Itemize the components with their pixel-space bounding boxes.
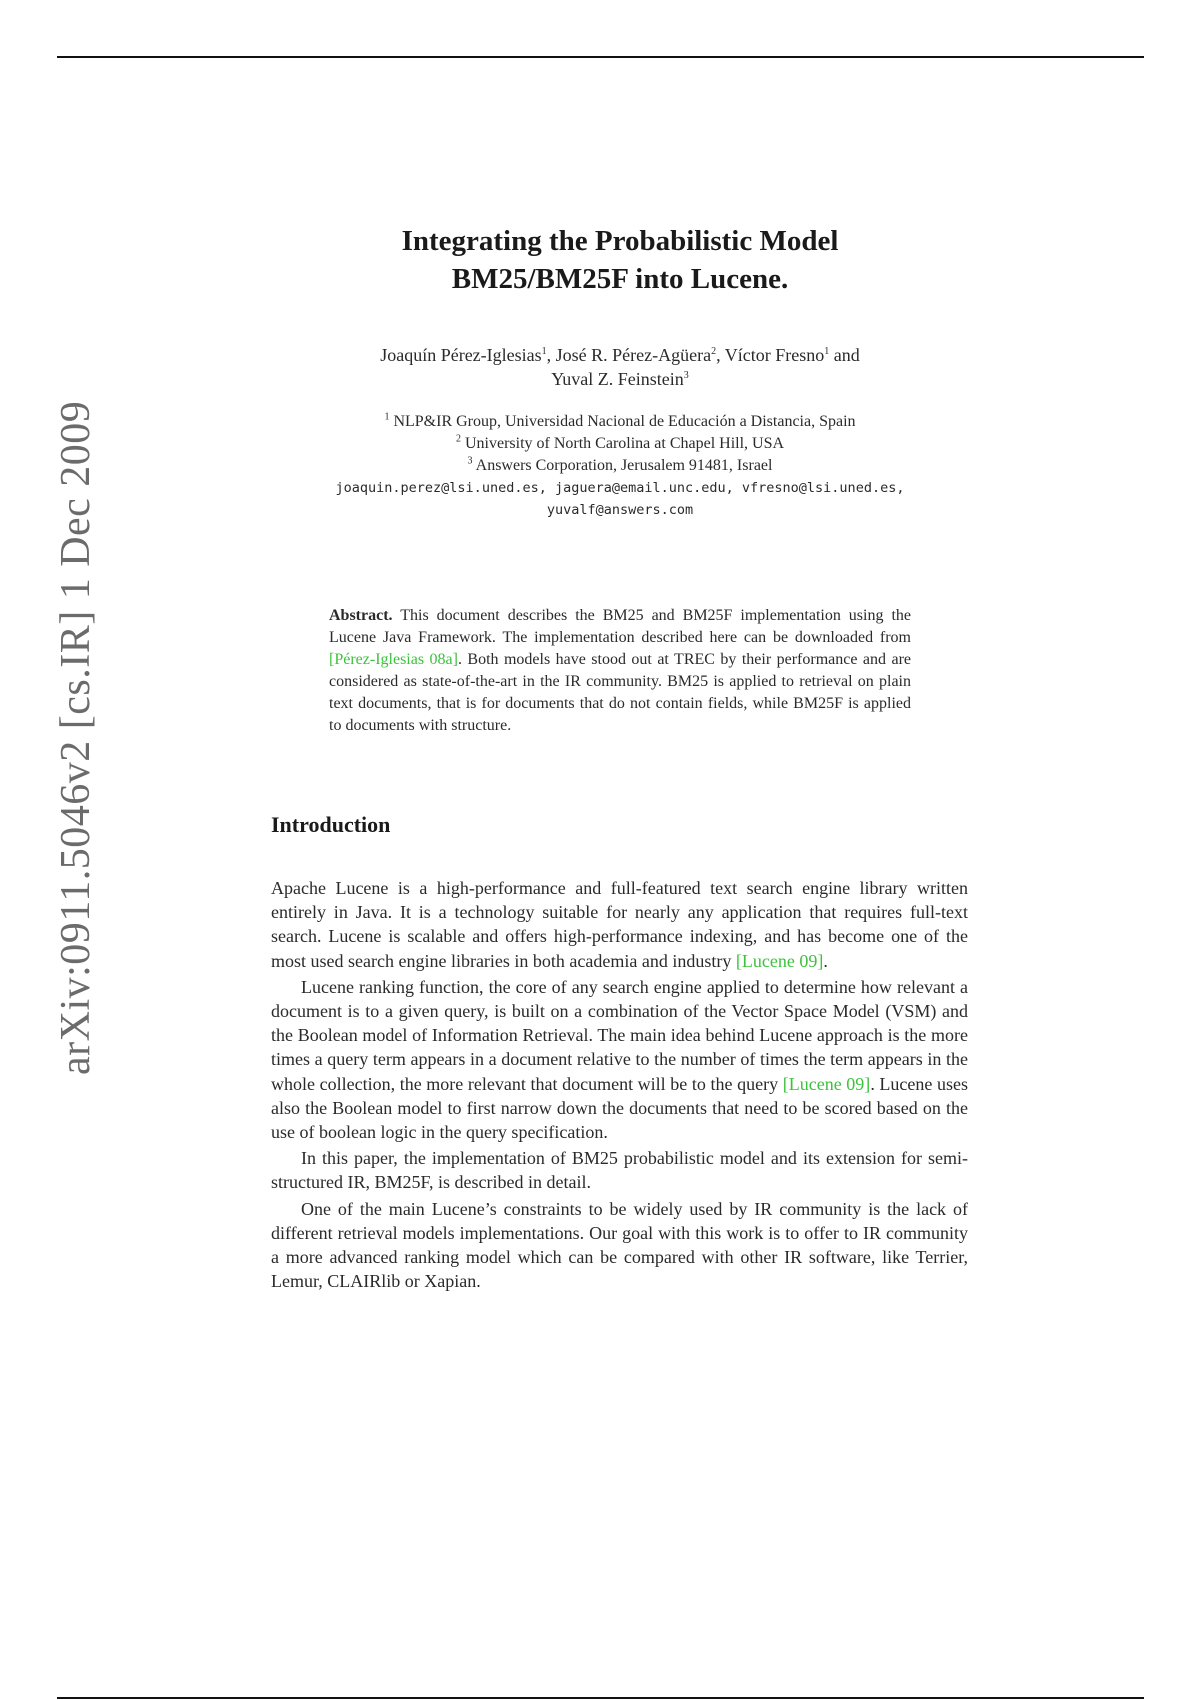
paper-title (260, 222, 980, 298)
paragraph-text: Apache Lucene is a high-performance and full-featured text search engine library written entirely in Java. It is a technology suitable for nearly any application that requires full-text search. Lucene is scalable and offers high-performance indexing, and has become one of the most used search engine libraries in both academia and industry (271, 878, 968, 971)
section-heading-introduction: Introduction (271, 812, 391, 837)
paragraph (271, 876, 968, 973)
title-line-2: BM25/BM25F into Lucene. (451, 263, 789, 295)
author-name: Yuval Z. Feinstein (551, 369, 684, 389)
affiliation-marker: 1 (384, 411, 390, 423)
abstract-label: Abstract. (329, 607, 393, 624)
citation-link[interactable]: [Lucene 09] (735, 950, 824, 971)
affiliation-text: NLP&IR Group, Universidad Nacional de Educación a Distancia, Spain (393, 413, 856, 430)
affiliation-marker: 2 (455, 433, 461, 445)
paragraph: In this paper, the implementation of BM25 probabilistic model and its extension for semi-structured IR, BM25F, is described in detail. (271, 1148, 968, 1193)
affiliation-line (260, 433, 980, 455)
abstract (329, 605, 911, 737)
arxiv-identifier-stamp: arXiv:0911.5046v2 [cs.IR] 1 Dec 2009 (53, 400, 99, 1075)
paragraph: One of the main Lucene’s constraints to be widely used by IR community is the lack of different retrieval models implementations. Our goal with this work is to offer to IR community a more advanced ranking model which can be compared with other IR software, like Terrier, Lemur, CLAIRlib or Xapian. (271, 1198, 968, 1292)
paragraph (271, 975, 968, 1144)
affiliation-line (260, 455, 980, 477)
author-list (260, 343, 980, 391)
paragraph-text: Lucene ranking function, the core of any search engine applied to determine how relevant a document is to a given query, is built on a combination of the Vector Space Model (VSM) and the Boolean model of Information Retrieval. The main idea behind Lucene approach is the more times a query term appears in a document relative to the number of times the term appears in the whole collection, the more relevant that document will be to the query (271, 976, 968, 1094)
author-name: Víctor Fresno (724, 345, 825, 365)
affiliations (260, 411, 980, 521)
author-name: Joaquín Pérez-Iglesias (380, 345, 542, 365)
introduction-body (271, 876, 968, 1295)
affiliation-text: University of North Carolina at Chapel Hill, USA (464, 435, 785, 452)
email-line-1: joaquin.perez@lsi.uned.es, jaguera@email.unc.edu, vfresno@lsi.uned.es, (335, 480, 905, 496)
author-conjunction: and (833, 345, 860, 365)
affiliation-marker: 1 (541, 346, 547, 357)
affiliation-line (260, 411, 980, 433)
author-line-2 (260, 367, 980, 391)
affiliation-marker: 2 (711, 346, 717, 357)
abstract-text: This document describes the BM25 and BM25F implementation using the Lucene Java Framework. The implementation described here can be downloaded from (329, 607, 911, 646)
author-name: José R. Pérez-Agüera (555, 345, 712, 365)
affiliation-marker: 3 (683, 370, 689, 381)
author-line-1: Joaquín Pérez-Iglesias$^1$, José R. Pérez-Agüera$^2$, Víctor Fresno$^1$ and (380, 345, 860, 365)
title-line-1: Integrating the Probabilistic Model (401, 225, 839, 257)
footer-rule (57, 1697, 1144, 1699)
email-line-2: yuvalf@answers.com (546, 502, 694, 518)
affiliation-marker: 3 (467, 455, 473, 467)
header-rule (57, 56, 1144, 58)
citation-link[interactable]: [Lucene 09] (782, 1073, 871, 1094)
affiliation-text: Answers Corporation, Jerusalem 91481, Israel (475, 457, 773, 474)
abstract-text: . Both models have stood out at TREC by their performance and are considered as state-of-the-art in the IR community. BM25 is applied to retrieval on plain text documents, that is for documents that do not contain fields, while BM25F is applied to documents with structure. (329, 651, 911, 734)
affiliation-marker: 1 (824, 346, 830, 357)
email-addresses (260, 477, 980, 521)
paragraph-text: . (823, 950, 828, 971)
citation-link[interactable]: [Pérez-Iglesias 08a] (329, 651, 458, 668)
paragraph-text: . Lucene uses also the Boolean model to first narrow down the documents that need to be scored based on the use of boolean logic in the query specification. (271, 1073, 969, 1143)
